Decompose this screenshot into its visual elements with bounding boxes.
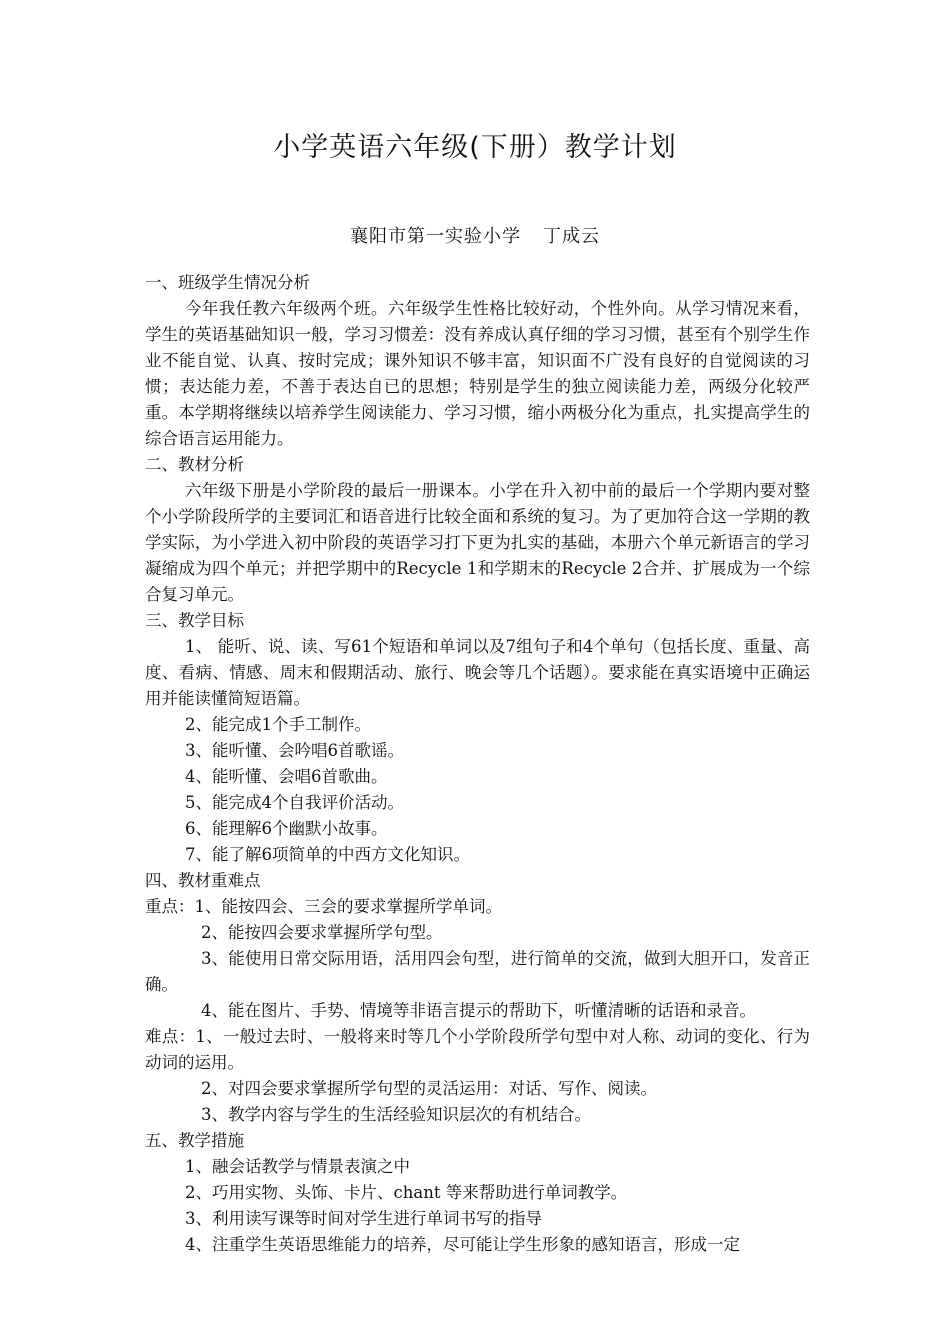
key-point-1: 重点：1、能按四会、三会的要求掌握所学单词。 [145,897,502,916]
difficulty-1: 难点：1、一般过去时、一般将来时等几个小学阶段所学句型中对人称、动词的变化、行为动词的运用。 [145,1027,810,1072]
document-body [145,270,810,1258]
section-1-paragraph: 今年我任教六年级两个班。六年级学生性格比较好动，个性外向。从学习情况来看，学生的英语基础知识一般，学习习惯差：没有养成认真仔细的学习习惯，甚至有个别学生作业不能自觉、认真、按时完成；课外知识不够丰富，知识面不广没有良好的自觉阅读的习惯；表达能力差，不善于表达自已的思想；特别是学生的独立阅读能力差，两级分化较严重。本学期将继续以培养学生阅读能力、学习习惯，缩小两极分化为重点，扎实提高学生的综合语言运用能力。 [145,299,810,448]
section-heading-1: 一、班级学生情况分析 [145,273,310,292]
difficulty-3: 3、教学内容与学生的生活经验知识层次的有机结合。 [201,1105,591,1124]
author-name: 丁成云 [543,226,600,247]
section-2-paragraph: 六年级下册是小学阶段的最后一册课本。小学在升入初中前的最后一个学期内要对整个小学阶段所学的主要词汇和语音进行比较全面和系统的复习。为了更加符合这一学期的教学实际，为小学进入初中阶段的英语学习打下更为扎实的基础，本册六个单元新语言的学习凝缩成为四个单元；并把学期中的Recycle 1和学期末的Recycle 2合并、扩展成为一个综合复习单元。 [145,481,810,604]
measure-item-3: 3、利用读写课等时间对学生进行单词书写的指导 [185,1209,542,1228]
goal-item-2: 2、能完成1个手工制作。 [185,715,371,734]
measure-item-2: 2、巧用实物、头饰、卡片、chant 等来帮助进行单词教学。 [185,1183,628,1202]
goal-item-6: 6、能理解6个幽默小故事。 [185,819,388,838]
author-school: 襄阳市第一实验小学 [350,226,521,247]
goal-item-4: 4、能听懂、会唱6首歌曲。 [185,767,388,786]
goal-item-5: 5、能完成4个自我评价活动。 [185,793,404,812]
author-line [0,222,950,252]
key-point-4: 4、能在图片、手势、情境等非语言提示的帮助下，听懂清晰的话语和录音。 [201,1001,756,1020]
key-point-2: 2、能按四会要求掌握所学句型。 [201,923,443,942]
document-title: 小学英语六年级(下册）教学计划 [273,132,677,163]
section-heading-4: 四、教材重难点 [145,871,261,890]
section-heading-3: 三、教学目标 [145,611,244,630]
measure-item-4: 4、注重学生英语思维能力的培养，尽可能让学生形象的感知语言，形成一定 [185,1235,740,1254]
section-heading-5: 五、教学措施 [145,1131,244,1150]
goal-item-3: 3、能听懂、会吟唱6首歌谣。 [185,741,404,760]
measure-item-1: 1、融会话教学与情景表演之中 [185,1157,410,1176]
goal-item-1: 1、 能听、说、读、写61个短语和单词以及7组句子和4个单句（包括长度、重量、高度、看病、情感、周末和假期活动、旅行、晚会等几个话题）。要求能在真实语境中正确运用并能读懂简短语篇。 [145,637,810,708]
key-point-3: 3、能使用日常交际用语，活用四会句型，进行简单的交流，做到大胆开口，发音正确。 [145,949,810,994]
goal-item-7: 7、能了解6项简单的中西方文化知识。 [185,845,470,864]
section-heading-2: 二、教材分析 [145,455,244,474]
difficulty-2: 2、对四会要求掌握所学句型的灵活运用：对话、写作、阅读。 [201,1079,657,1098]
